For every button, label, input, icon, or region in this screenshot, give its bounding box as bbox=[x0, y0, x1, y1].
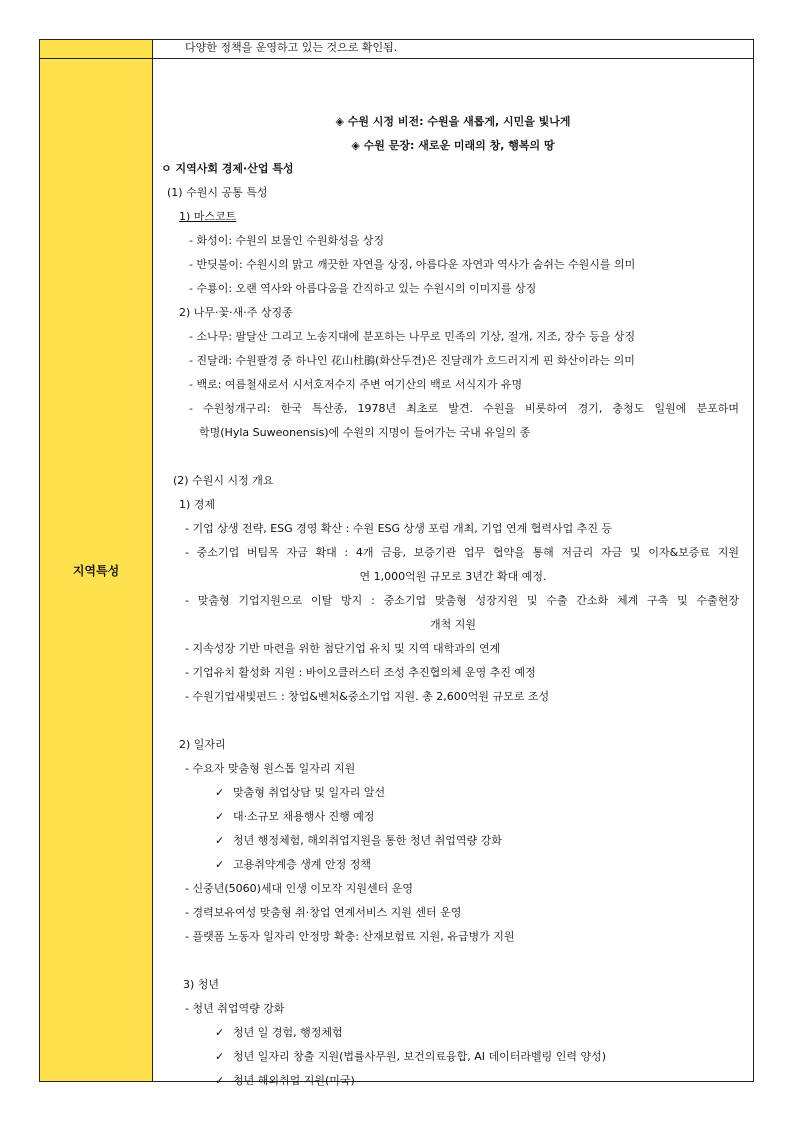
vision-line: ◈ 수원 시정 비전: 수원을 새롭게, 시민을 빛나게 bbox=[335, 115, 571, 128]
check-item: ✓ 청년 해외취업 지원(미국) bbox=[215, 1074, 355, 1087]
list-item: - 수요자 맞춤형 원스톱 일자리 지원 bbox=[185, 762, 356, 775]
check-item: ✓ 대·소규모 채용행사 진행 예정 bbox=[215, 810, 375, 823]
continuation-text: 다양한 정책을 운영하고 있는 것으로 확인됨. bbox=[185, 41, 398, 54]
table-row bbox=[40, 40, 753, 59]
subsection-title: 3) 청년 bbox=[183, 978, 220, 991]
list-item: - 기업유치 활성화 지원 : 바이오클러스터 조성 추진협의체 운영 추진 예정 bbox=[185, 666, 536, 679]
list-item: - 수원기업새빛펀드 : 창업&벤처&중소기업 지원. 총 2,600억원 규모로 조성 bbox=[185, 690, 550, 703]
subsection-title: 1) 마스코트 bbox=[179, 210, 237, 223]
section-title: (1) 수원시 공통 특성 bbox=[167, 186, 268, 199]
list-item: - 지속성장 기반 마련을 위한 첨단기업 유치 및 지역 대학과의 연계 bbox=[185, 642, 501, 655]
list-item: - 수룡이: 오랜 역사와 아름다움을 간직하고 있는 수원시의 이미지를 상징 bbox=[189, 282, 537, 295]
list-item-continuation: 학명(Hyla Suweonensis)에 수원의 지명이 들어가는 국내 유일의 종 bbox=[199, 426, 531, 439]
check-item: ✓ 맞춤형 취업상담 및 일자리 알선 bbox=[215, 786, 386, 799]
list-item: - 백로: 여름철새로서 시서호저수지 주변 여기산의 백로 서식지가 유명 bbox=[189, 378, 523, 391]
section-label: 지역특성 bbox=[40, 59, 153, 1081]
check-icon: ✓ bbox=[215, 1050, 225, 1063]
check-icon: ✓ bbox=[215, 834, 225, 847]
list-item: - 신중년(5060)세대 인생 이모작 지원센터 운영 bbox=[185, 882, 414, 895]
list-item: - 중소기업 버팀목 자금 확대 : 4개 금융, 보증기관 업무 협약을 통해 저금리 자금 및 이자&보증료 지원 bbox=[185, 546, 739, 559]
list-item: - 수원청개구리: 한국 특산종, 1978년 최초로 발견. 수원을 비롯하여 경기, 충청도 일원에 분포하며 bbox=[189, 402, 739, 415]
check-icon: ✓ bbox=[215, 1074, 225, 1087]
check-icon: ✓ bbox=[215, 1026, 225, 1039]
check-icon: ✓ bbox=[215, 810, 225, 823]
check-item: ✓ 고용취약계층 생계 안정 정책 bbox=[215, 858, 372, 871]
subsection-title: 2) 일자리 bbox=[179, 738, 226, 751]
list-item: - 맞춤형 기업지원으로 이탈 방지 : 중소기업 맞춤형 성장지원 및 수출 간소화 체계 구축 및 수출현장 bbox=[185, 594, 739, 607]
list-item: - 반딧불이: 수원시의 맑고 깨끗한 자연을 상징, 아름다운 자연과 역사가 숨쉬는 수원시를 의미 bbox=[189, 258, 636, 271]
section-title: (2) 수원시 시정 개요 bbox=[173, 474, 274, 487]
heading: ㅇ 지역사회 경제·산업 특성 bbox=[161, 162, 294, 175]
check-item: ✓ 청년 일 경험, 행정체험 bbox=[215, 1026, 343, 1039]
subsection-title: 1) 경제 bbox=[179, 498, 216, 511]
content-cell bbox=[153, 40, 753, 58]
check-icon: ✓ bbox=[215, 786, 225, 799]
check-icon: ✓ bbox=[215, 858, 225, 871]
list-item: - 진달래: 수원팔경 중 하나인 花山杜鵑(화산두견)은 진달래가 흐드러지게 핀 화산이라는 의미 bbox=[189, 354, 635, 367]
list-item-continuation: 개척 지원 bbox=[429, 618, 476, 631]
characteristics-table bbox=[39, 39, 754, 1087]
list-item-continuation: 연 1,000억원 규모로 3년간 확대 예정. bbox=[359, 570, 547, 583]
list-item: - 경력보유여성 맞춤형 취·창업 연계서비스 지원 센터 운영 bbox=[185, 906, 462, 919]
table-row bbox=[40, 59, 753, 1087]
empty-label-cell bbox=[40, 40, 153, 58]
list-item: - 화성이: 수원의 보물인 수원화성을 상징 bbox=[189, 234, 385, 247]
list-item: - 플랫폼 노동자 일자리 안정망 확충: 산재보험료 지원, 유급병가 지원 bbox=[185, 930, 515, 943]
list-item: - 기업 상생 전략, ESG 경영 확산 : 수원 ESG 상생 포럼 개최, 기업 연계 협력사업 추진 등 bbox=[185, 522, 613, 535]
subsection-title: 2) 나무·꽃·새·주 상징종 bbox=[179, 306, 293, 319]
list-item: - 소나무: 팔달산 그리고 노송지대에 분포하는 나무로 민족의 기상, 절개, 지조, 장수 등을 상징 bbox=[189, 330, 636, 343]
list-item: - 청년 취업역량 강화 bbox=[185, 1002, 285, 1015]
check-item: ✓ 청년 일자리 창출 지원(법률사무원, 보건의료융합, AI 데이터라벨링 인력 양성) bbox=[215, 1050, 607, 1063]
slogan-line: ◈ 수원 문장: 새로운 미래의 창, 행복의 땅 bbox=[351, 139, 555, 152]
check-item: ✓ 청년 행정체험, 해외취업지원을 통한 청년 취업역량 강화 bbox=[215, 834, 502, 847]
content-cell bbox=[153, 59, 753, 1087]
